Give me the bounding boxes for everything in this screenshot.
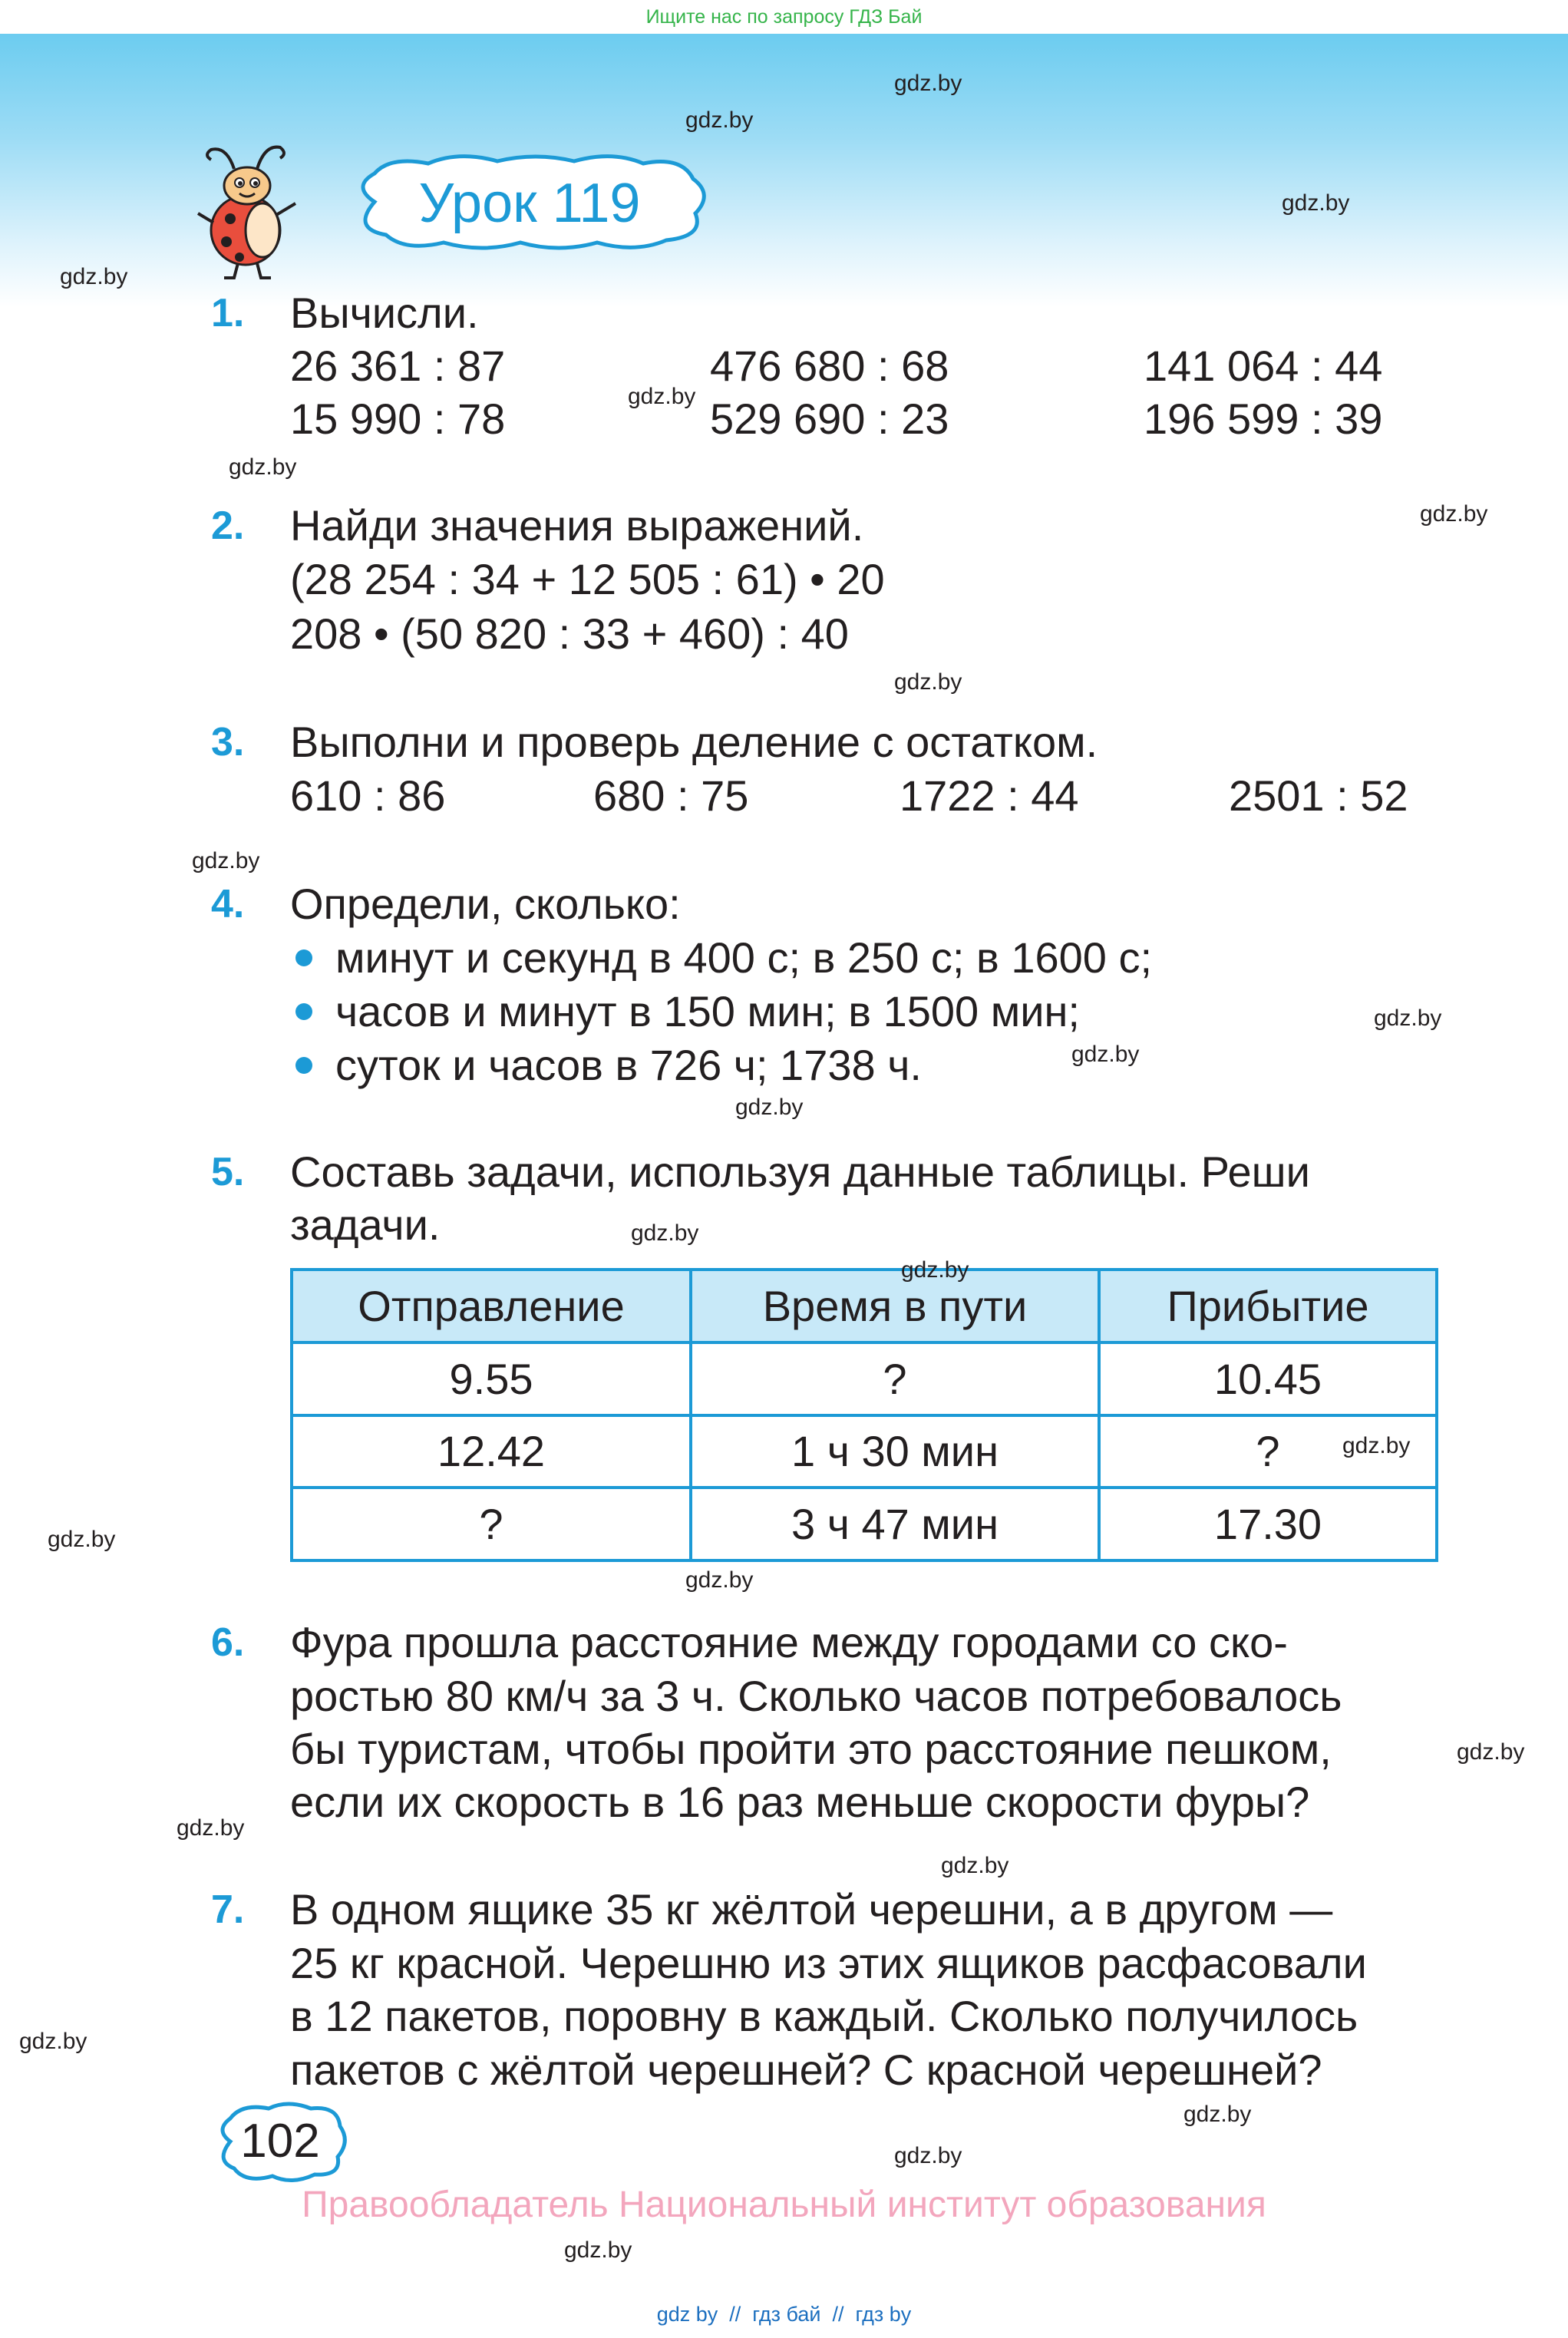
- task-5-line: задачи.: [290, 1200, 441, 1249]
- task-7-line: 25 кг красной. Черешню из этих ящиков расфасовали: [290, 1939, 1367, 1987]
- bullet-icon: [295, 1003, 312, 1020]
- task-5-number: 5.: [211, 1150, 245, 1194]
- table-cell: ?: [292, 1488, 691, 1560]
- table-cell: 17.30: [1099, 1488, 1437, 1560]
- task-2-expr: (28 254 : 34 + 12 505 : 61) • 20: [290, 555, 885, 603]
- watermark-text: gdz.by: [941, 1853, 1009, 1878]
- watermark-text: gdz.by: [192, 848, 260, 873]
- task-5-line: Составь задачи, используя данные таблицы. Реши: [290, 1148, 1310, 1196]
- task-6-line: бы туристам, чтобы пройти это расстояние пешком,: [290, 1725, 1332, 1773]
- task-1-expr: 26 361 : 87: [290, 342, 506, 390]
- task-3-expr: 610 : 86: [290, 771, 446, 820]
- watermark-text: gdz.by: [564, 2237, 632, 2263]
- task-4-item: суток и часов в 726 ч; 1738 ч.: [335, 1041, 922, 1089]
- task-6-number: 6.: [211, 1620, 245, 1665]
- table-cell: ?: [691, 1342, 1099, 1415]
- task-2-expr: 208 • (50 820 : 33 + 460) : 40: [290, 609, 849, 658]
- copyright-notice: Правообладатель Национальный институт образования: [302, 2184, 1266, 2225]
- task-1-number: 1.: [211, 291, 245, 335]
- task-1-expr: 196 599 : 39: [1144, 395, 1383, 443]
- watermark-text: gdz.by: [1342, 1433, 1411, 1458]
- table-cell: 10.45: [1099, 1342, 1437, 1415]
- task-4-item: минут и секунд в 400 с; в 250 с; в 1600 с;: [335, 933, 1153, 982]
- task-4-number: 4.: [211, 882, 245, 926]
- task-2-number: 2.: [211, 504, 245, 548]
- task-3-expr: 1722 : 44: [900, 771, 1079, 820]
- task-1-expr: 529 690 : 23: [710, 395, 949, 443]
- task-7-number: 7.: [211, 1887, 245, 1932]
- watermark-text: gdz.by: [894, 669, 962, 695]
- ladybug-mascot-icon: [192, 138, 303, 280]
- watermark-text: gdz.by: [177, 1815, 245, 1841]
- watermark-text: gdz.by: [894, 71, 962, 96]
- table-row: [292, 1415, 1437, 1488]
- task-7-line: В одном ящике 35 кг жёлтой черешни, а в другом —: [290, 1885, 1333, 1933]
- bottom-links[interactable]: gdz by // гдз бай // гдз by: [656, 2303, 912, 2326]
- task-6-line: ростью 80 км/ч за 3 ч. Сколько часов потребовалось: [290, 1672, 1342, 1720]
- task-1-expr: 141 064 : 44: [1144, 342, 1383, 390]
- task-4-item: часов и минут в 150 мин; в 1500 мин;: [335, 987, 1080, 1035]
- watermark-text: gdz.by: [1420, 501, 1488, 527]
- table-header-cell: Отправление: [292, 1270, 691, 1342]
- bullet-icon: [295, 1057, 312, 1074]
- watermark-text: gdz.by: [685, 107, 754, 133]
- task-3-number: 3.: [211, 720, 245, 764]
- task-1-title: Вычисли.: [290, 289, 479, 337]
- lesson-title: Урок 119: [418, 173, 641, 234]
- table-cell: 12.42: [292, 1415, 691, 1488]
- watermark-text: gdz.by: [60, 264, 128, 289]
- watermark-text: gdz.by: [1282, 190, 1350, 216]
- watermark-text: gdz.by: [1071, 1042, 1140, 1067]
- table-row: [292, 1342, 1437, 1415]
- watermark-text: gdz.by: [631, 1220, 699, 1246]
- task-7-line: в 12 пакетов, поровну в каждый. Сколько получилось: [290, 1992, 1358, 2040]
- task-4-title: Определи, сколько:: [290, 880, 681, 928]
- watermark-text: gdz.by: [685, 1567, 754, 1593]
- table-header-cell: Прибытие: [1099, 1270, 1437, 1342]
- task-3-expr: 2501 : 52: [1229, 771, 1408, 820]
- task-2-title: Найди значения выражений.: [290, 501, 864, 550]
- table-cell: 3 ч 47 мин: [691, 1488, 1099, 1560]
- task-6-line: Фура прошла расстояние между городами со ско-: [290, 1618, 1288, 1666]
- task-1-expr: 15 990 : 78: [290, 395, 506, 443]
- task-7-line: пакетов с жёлтой черешней? С красной черешней?: [290, 2046, 1322, 2094]
- watermark-text: gdz.by: [894, 2143, 962, 2168]
- task-1-expr: 476 680 : 68: [710, 342, 949, 390]
- table-header-cell: Время в пути: [691, 1270, 1099, 1342]
- watermark-text: gdz.by: [1374, 1006, 1442, 1031]
- watermark-text: gdz.by: [1183, 2102, 1252, 2127]
- page-number: 102: [240, 2115, 320, 2168]
- task-3-expr: 680 : 75: [593, 771, 749, 820]
- watermark-text: gdz.by: [735, 1095, 804, 1120]
- bullet-icon: [295, 949, 312, 966]
- search-banner[interactable]: Ищите нас по запросу ГДЗ Бай: [0, 0, 1568, 34]
- task-6-line: если их скорость в 16 раз меньше скорости фуры?: [290, 1778, 1310, 1826]
- table-cell: ?: [1099, 1415, 1437, 1488]
- task-3-title: Выполни и проверь деление с остатком.: [290, 718, 1098, 766]
- schedule-table: [290, 1268, 1438, 1562]
- table-cell: 1 ч 30 мин: [691, 1415, 1099, 1488]
- watermark-text: gdz.by: [229, 454, 297, 480]
- table-row: [292, 1488, 1437, 1560]
- watermark-text: gdz.by: [19, 2029, 87, 2054]
- table-cell: 9.55: [292, 1342, 691, 1415]
- watermark-text: gdz.by: [628, 384, 696, 409]
- table-header-row: [292, 1270, 1437, 1342]
- watermark-text: gdz.by: [48, 1527, 116, 1552]
- watermark-text: gdz.by: [901, 1257, 969, 1283]
- watermark-text: gdz.by: [1457, 1739, 1525, 1765]
